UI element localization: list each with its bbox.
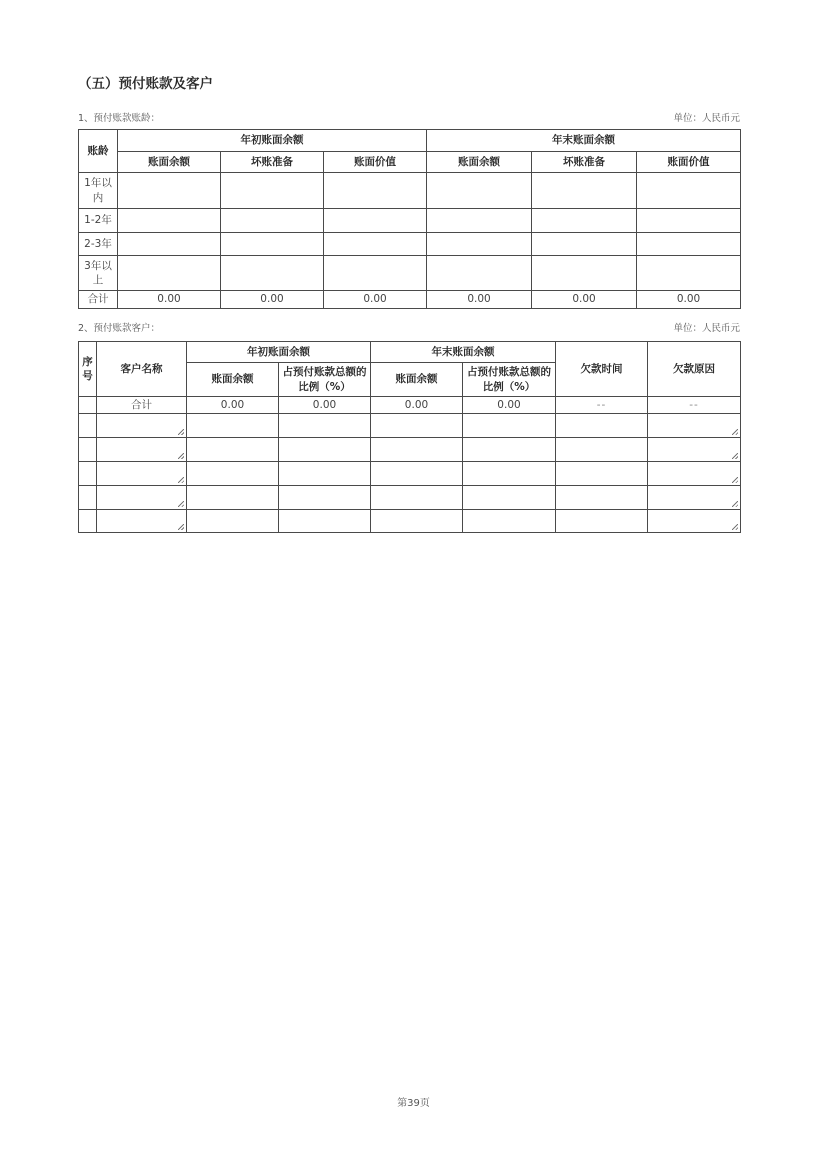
total-value: 0.00	[221, 291, 324, 309]
cell[interactable]	[371, 414, 463, 438]
total-overdue-reason: --	[648, 397, 741, 414]
customer-name-input[interactable]	[97, 438, 187, 462]
total-value: 0.00	[463, 397, 556, 414]
cell[interactable]	[556, 414, 648, 438]
cell[interactable]	[463, 462, 556, 486]
cell[interactable]	[279, 486, 371, 510]
cell[interactable]	[187, 414, 279, 438]
customer-name-input[interactable]	[97, 486, 187, 510]
header-begin-balance: 年初账面余额	[187, 342, 371, 363]
cell[interactable]	[463, 486, 556, 510]
total-row	[79, 291, 741, 309]
cell	[79, 397, 97, 414]
subheader-end-ratio: 占预付账款总额的 比例（%）	[463, 363, 556, 397]
cell[interactable]	[556, 486, 648, 510]
customer-name-input[interactable]	[97, 414, 187, 438]
table-row	[79, 173, 741, 209]
cell[interactable]	[221, 173, 324, 209]
subheader-begin-book-balance: 账面余额	[118, 152, 221, 173]
total-value: 0.00	[187, 397, 279, 414]
header-overdue-reason: 欠款原因	[648, 342, 741, 397]
header-end-balance: 年末账面余额	[427, 130, 741, 152]
cell[interactable]	[427, 233, 532, 256]
overdue-reason-input[interactable]	[648, 462, 741, 486]
overdue-reason-input[interactable]	[648, 438, 741, 462]
cell[interactable]	[118, 256, 221, 291]
cell[interactable]	[556, 462, 648, 486]
total-label: 合计	[97, 397, 187, 414]
cell[interactable]	[463, 414, 556, 438]
cell[interactable]	[118, 209, 221, 233]
total-value: 0.00	[427, 291, 532, 309]
cell[interactable]	[324, 173, 427, 209]
total-label: 合计	[79, 291, 118, 309]
cell[interactable]	[637, 209, 741, 233]
cell[interactable]	[279, 438, 371, 462]
subheader-begin-bad-debt: 坏账准备	[221, 152, 324, 173]
cell[interactable]	[324, 256, 427, 291]
total-value: 0.00	[371, 397, 463, 414]
cell[interactable]	[427, 209, 532, 233]
customer-name-input[interactable]	[97, 462, 187, 486]
prepayment-customer-table	[78, 341, 741, 533]
cell[interactable]	[324, 233, 427, 256]
cell[interactable]	[79, 414, 97, 438]
cell[interactable]	[79, 462, 97, 486]
cell[interactable]	[463, 438, 556, 462]
cell[interactable]	[532, 256, 637, 291]
table-row	[79, 510, 741, 533]
overdue-reason-input[interactable]	[648, 486, 741, 510]
total-value: 0.00	[118, 291, 221, 309]
cell[interactable]	[532, 209, 637, 233]
table2-label: 2、预付账款客户：	[78, 323, 161, 334]
cell[interactable]	[637, 173, 741, 209]
subheader-begin-balance: 账面余额	[187, 363, 279, 397]
table2-unit: 单位：人民币元	[673, 323, 740, 334]
table1-label: 1、预付账款账龄：	[78, 113, 161, 124]
header-customer-name: 客户名称	[97, 342, 187, 397]
cell[interactable]	[279, 462, 371, 486]
header-seq: 序 号	[79, 342, 97, 397]
header-end-balance: 年末账面余额	[371, 342, 556, 363]
cell[interactable]	[187, 438, 279, 462]
cell[interactable]	[371, 438, 463, 462]
total-overdue-time: --	[556, 397, 648, 414]
subheader-begin-book-value: 账面价值	[324, 152, 427, 173]
cell[interactable]	[556, 510, 648, 533]
subheader-end-book-value: 账面价值	[637, 152, 741, 173]
cell[interactable]	[637, 233, 741, 256]
table-row	[79, 233, 741, 256]
overdue-reason-input[interactable]	[648, 414, 741, 438]
cell[interactable]	[556, 438, 648, 462]
cell[interactable]	[79, 438, 97, 462]
cell[interactable]	[532, 233, 637, 256]
section-title: （五）预付账款及客户	[78, 76, 213, 92]
prepayment-aging-table	[78, 129, 741, 309]
cell[interactable]	[79, 486, 97, 510]
cell[interactable]	[427, 256, 532, 291]
table-row	[79, 414, 741, 438]
header-begin-balance: 年初账面余额	[118, 130, 427, 152]
total-value: 0.00	[532, 291, 637, 309]
table-row	[79, 438, 741, 462]
cell[interactable]	[79, 510, 97, 533]
row-label: 2-3年	[79, 233, 118, 256]
total-value: 0.00	[324, 291, 427, 309]
cell[interactable]	[279, 510, 371, 533]
cell[interactable]	[187, 510, 279, 533]
cell[interactable]	[371, 462, 463, 486]
row-label: 3年以 上	[79, 256, 118, 291]
table-row	[79, 209, 741, 233]
customer-name-input[interactable]	[97, 510, 187, 533]
table-row	[79, 486, 741, 510]
cell[interactable]	[187, 486, 279, 510]
row-label: 1年以 内	[79, 173, 118, 209]
header-overdue-time: 欠款时间	[556, 342, 648, 397]
subheader-begin-ratio: 占预付账款总额的 比例（%）	[279, 363, 371, 397]
total-value: 0.00	[637, 291, 741, 309]
page-number: 第39页	[397, 1098, 430, 1109]
cell[interactable]	[324, 209, 427, 233]
cell[interactable]	[371, 486, 463, 510]
subheader-end-book-balance: 账面余额	[427, 152, 532, 173]
total-value: 0.00	[279, 397, 371, 414]
subheader-end-bad-debt: 坏账准备	[532, 152, 637, 173]
cell[interactable]	[118, 233, 221, 256]
total-row	[79, 397, 741, 414]
cell[interactable]	[532, 173, 637, 209]
cell[interactable]	[463, 510, 556, 533]
cell[interactable]	[371, 510, 463, 533]
cell[interactable]	[221, 256, 324, 291]
overdue-reason-input[interactable]	[648, 510, 741, 533]
header-aging: 账龄	[79, 130, 118, 173]
cell[interactable]	[118, 173, 221, 209]
subheader-end-balance: 账面余额	[371, 363, 463, 397]
cell[interactable]	[279, 414, 371, 438]
table-row	[79, 256, 741, 291]
cell[interactable]	[427, 173, 532, 209]
cell[interactable]	[187, 462, 279, 486]
cell[interactable]	[637, 256, 741, 291]
row-label: 1-2年	[79, 209, 118, 233]
cell[interactable]	[221, 233, 324, 256]
table1-unit: 单位：人民币元	[673, 113, 740, 124]
table-row	[79, 462, 741, 486]
cell[interactable]	[221, 209, 324, 233]
